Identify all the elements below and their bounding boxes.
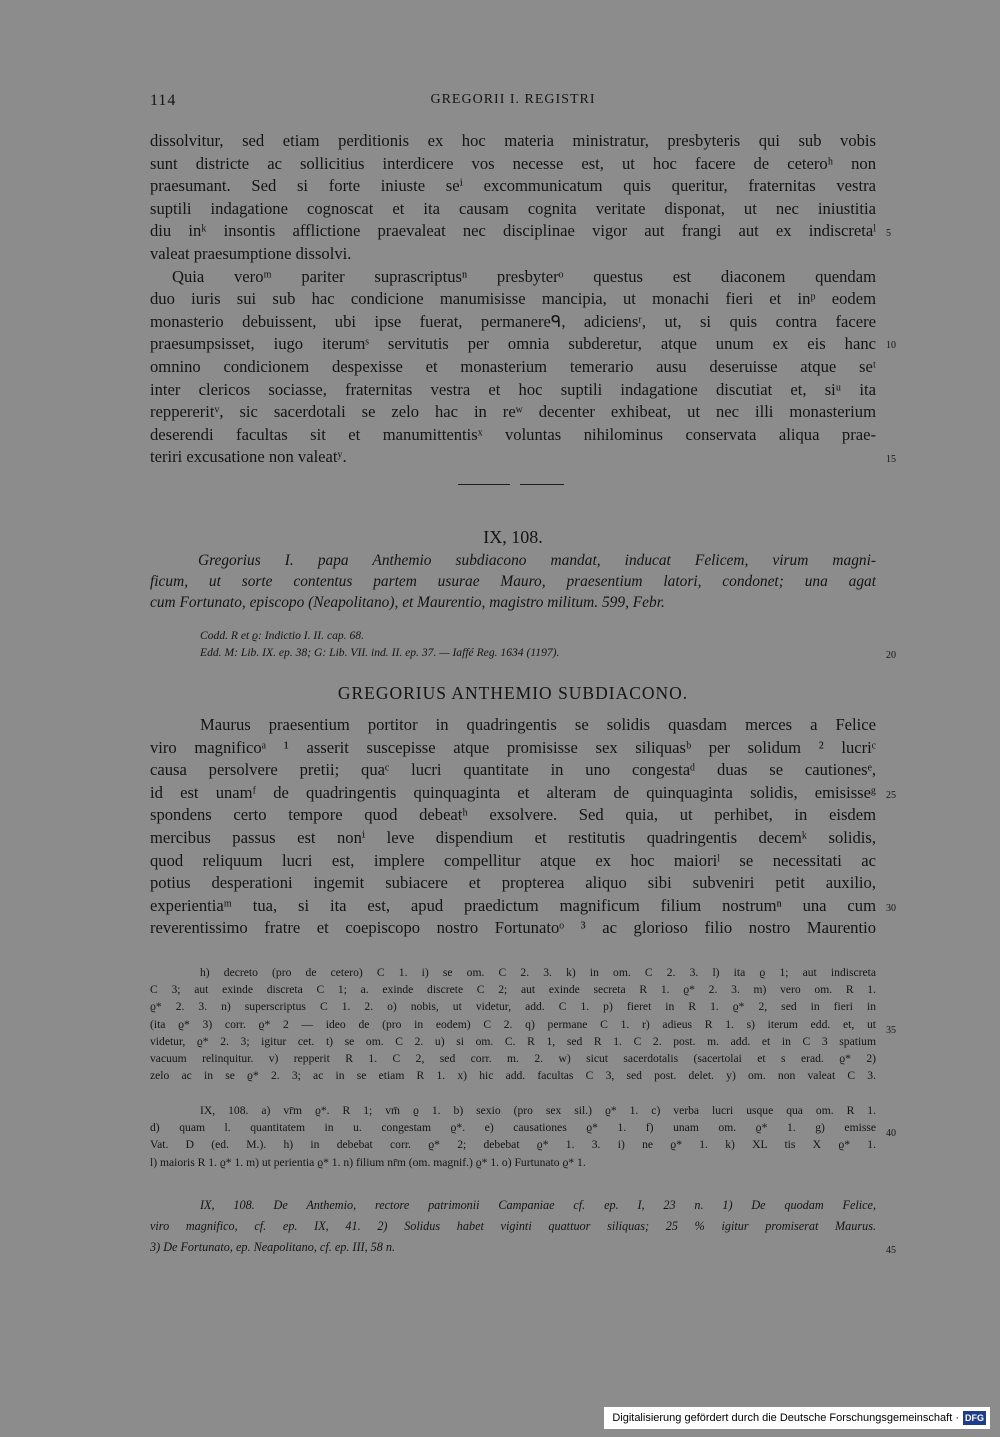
separator-rule — [458, 484, 510, 485]
text-line: reppereritᵛ, sic sacerdotali se zelo hac in reʷ decenter exhibeat, ut nec illi monasterium — [150, 402, 876, 422]
text-line: suptili indagatione cognoscat et ita causam cognita veritate disponat, ut nec iniustitia — [150, 198, 876, 218]
sources — [200, 627, 800, 661]
text-line: duo iuris sui sub hac condicione manumisisse mancipia, ut monachi fieri et inᵖ eodem — [150, 289, 876, 309]
text-line: experientiaᵐ tua, si ita est, apud praedictum magnificum filium nostrumⁿ una cum — [150, 895, 876, 915]
text-line: deserendi facultas sit et manumittentisˣ voluntas nihilominus conservata aliqua prae- — [150, 424, 876, 444]
regest-line: cum Fortunato, episcopo (Neapolitano), et Maurentio, magistro militum. 599, Febr. — [150, 593, 665, 611]
footnote-line: Vat. D (ed. M.). h) in debebat corr. ϱ* 2; debebat ϱ* 1. 3. i) ne ϱ* 1. k) XL tis X ϱ* 1. — [150, 1138, 876, 1152]
line-number: 45 — [886, 1245, 896, 1256]
letter-title: GREGORIUS ANTHEMIO SUBDIACONO. — [337, 683, 689, 703]
text-line: quod reliquum lucri est, implere compellitur atque ex hoc maioriˡ se necessitati ac — [150, 850, 876, 870]
dfg-watermark — [604, 1407, 990, 1429]
line-number: 10 — [886, 340, 896, 351]
footnote-line: videtur, ϱ* 2. 3; igitur cet. t) se om. C 2. u) si om. C. R 1, sed R 1. C 2. post. m. add. et in C 3 spatium — [150, 1034, 876, 1048]
line-number: 15 — [886, 454, 896, 465]
page-number: 114 — [150, 92, 177, 109]
line-number: 5 — [886, 228, 891, 239]
running-title: GREGORII I. REGISTRI — [430, 92, 596, 107]
footnote-line: C 3; aut exinde discreta C 1; a. exinde discrete C 2; aut exinde secreta R 1. ϱ* 2. 3. m) vero om. R 1. — [150, 983, 876, 997]
previous-letter-text — [150, 130, 876, 469]
text-line: praesumpsisset, iugo iterumˢ servitutis per omnia subderetur, atque unum ex eis hanc — [150, 334, 876, 354]
footnote-line: vacuum relinquitur. v) repperit R 1. C 2, sed corr. m. 2. w) sicut sacerdotalis (sacertolai et s erad. ϱ* 2) — [150, 1052, 876, 1066]
page-header — [150, 92, 876, 114]
dfg-logo: DFG — [965, 1413, 984, 1423]
footnote-line: (ita ϱ* 3) corr. ϱ* 2 — ideo de (pro in eodem) C 2. q) permane C 1. r) adieus R 1. s) iterum edd. et, ut — [150, 1017, 876, 1031]
text-line: dissolvitur, sed etiam perditionis ex hoc materia ministratur, presbyteris qui sub vobis — [150, 131, 876, 150]
regest — [150, 551, 876, 613]
footnotes-letter — [150, 1102, 876, 1171]
commentary — [150, 1195, 876, 1258]
text-line: monasterio debuissent, ubi ipse fuerat, permanereᑫ, adiciensʳ, ut, si quis contra facere — [150, 311, 876, 331]
text-line: valeat praesumptione dissolvi. — [150, 243, 352, 263]
footnote-line: h) decreto (pro de cetero) C 1. i) se om. C 2. 3. k) in om. C 2. 3. l) ita ϱ 1; aut indiscreta — [200, 966, 876, 979]
text-line: praesumant. Sed si forte iniuste seⁱ excommunicatum quis queritur, fraternitas vestra — [150, 176, 876, 196]
footnote-line: d) quam l. quantitatem in u. congestam ϱ*. e) causationes ϱ* 1. f) unam om. ϱ* 1. g) emisse — [150, 1121, 876, 1135]
line-number: 35 — [886, 1025, 896, 1036]
text-line: viro magnificoᵃ ¹ asserit suscepisse atque promisisse sex siliquasᵇ per solidum ² lucriᶜ — [150, 737, 876, 757]
text-line: potius desperationi ingemit subiacere et propterea aliquo sibi subveniri petit auxilio, — [150, 873, 876, 893]
codices: Codd. R et ϱ: Indictio I. II. cap. 68. — [200, 629, 364, 642]
text-line: Maurus praesentium portitor in quadringentis se solidis quasdam merces a Felice — [200, 715, 876, 734]
footnote-line: l) maioris R 1. ϱ* 1. m) ut perientia ϱ* 1. n) filium nr̄m (om. magnif.) ϱ* 1. o) Furtunato ϱ* 1. — [150, 1155, 586, 1169]
regest-line: Gregorius I. papa Anthemio subdiacono mandat, inducat Felicem, virum magni- — [198, 552, 876, 569]
text-line: spondens certo tempore quod debeatʰ exsolvere. Sed quia, ut perhibet, in eisdem — [150, 805, 876, 825]
line-number: 40 — [886, 1128, 896, 1139]
text-line: omnino condicionem despexisse et monasterium temerario ausu deseruisse atque seᵗ — [150, 356, 876, 376]
regest-line: ficum, ut sorte contentus partem usurae Mauro, praesentium latori, condonet; una agat — [150, 572, 876, 590]
footnote-line: zelo ac in se ϱ* 2. 3; ac in se etiam R 1. x) hic add. facultas C 3, sed post. delet. y) om. non valeat C 3. — [150, 1069, 876, 1083]
editions: Edd. M: Lib. IX. ep. 38; G: Lib. VII. ind. II. ep. 37. — Iaffé Reg. 1634 (1197). — [200, 646, 560, 659]
text-line: inter clericos sociasse, fraternitas vestra et hoc suptili indagatione discutiat et, siᵘ ita — [150, 379, 876, 399]
line-number: 30 — [886, 903, 896, 914]
commentary-line: viro magnifico, cf. ep. IX, 41. 2) Solidus habet viginti quattuor siliquas; 25 % igitur promiserat Maurus. — [150, 1219, 876, 1233]
text-line: sunt districte ac sollicitius interdicere vos necesse est, ut hoc facere de ceteroʰ non — [150, 153, 876, 173]
watermark-text: Digitalisierung gefördert durch die Deutsche Forschungsgemeinschaft · — [612, 1412, 959, 1424]
footnote-line: ϱ* 2. 3. n) superscriptus C 1. 2. o) nobis, ut videtur, add. C 1. p) fieret in R 1. ϱ* 2, sed in fieri in — [150, 1000, 876, 1014]
footnote-line: IX, 108. a) vr̄m ϱ*. R 1; vm̄ ϱ 1. b) sexio (pro sex sil.) ϱ* 1. c) verba lucri usque qua om. R 1. — [200, 1104, 876, 1117]
text-line: reverentissimo fratre et coepiscopo nostro Fortunatoᵒ ³ ac glorioso filio nostro Maurentio — [150, 918, 876, 938]
commentary-line: 3) De Fortunato, ep. Neapolitano, cf. ep. III, 58 n. — [150, 1240, 396, 1254]
letter-text — [150, 714, 876, 940]
text-line: id est unamᶠ de quadringentis quinquaginta et alteram de quinquaginta solidis, emisisseᵍ — [150, 782, 876, 802]
footnotes-previous — [150, 964, 876, 1084]
text-line: mercibus passus est nonⁱ leve dispendium et restitutis quadringentis decemᵏ solidis, — [150, 827, 876, 847]
commentary-line: IX, 108. De Anthemio, rectore patrimonii Campaniae cf. ep. I, 23 n. 1) De quodam Felice, — [200, 1198, 876, 1212]
text-line: teriri excusatione non valeatʸ. — [150, 447, 347, 467]
separator-rule — [520, 484, 564, 485]
line-number: 20 — [886, 650, 896, 661]
line-number: 25 — [886, 790, 896, 801]
text-line: Quia veroᵐ pariter suprascriptusⁿ presbyterᵒ questus est diaconem quendam — [172, 266, 876, 286]
letter-number: IX, 108. — [483, 527, 543, 547]
text-line: causa persolvere pretii; quaᶜ lucri quantitate in uno congestaᵈ duas se cautionesᵉ, — [150, 760, 876, 780]
text-line: diu inᵏ insontis afflictione praevaleat nec disciplinae vigor aut frangi aut ex indiscretaˡ — [150, 221, 876, 241]
